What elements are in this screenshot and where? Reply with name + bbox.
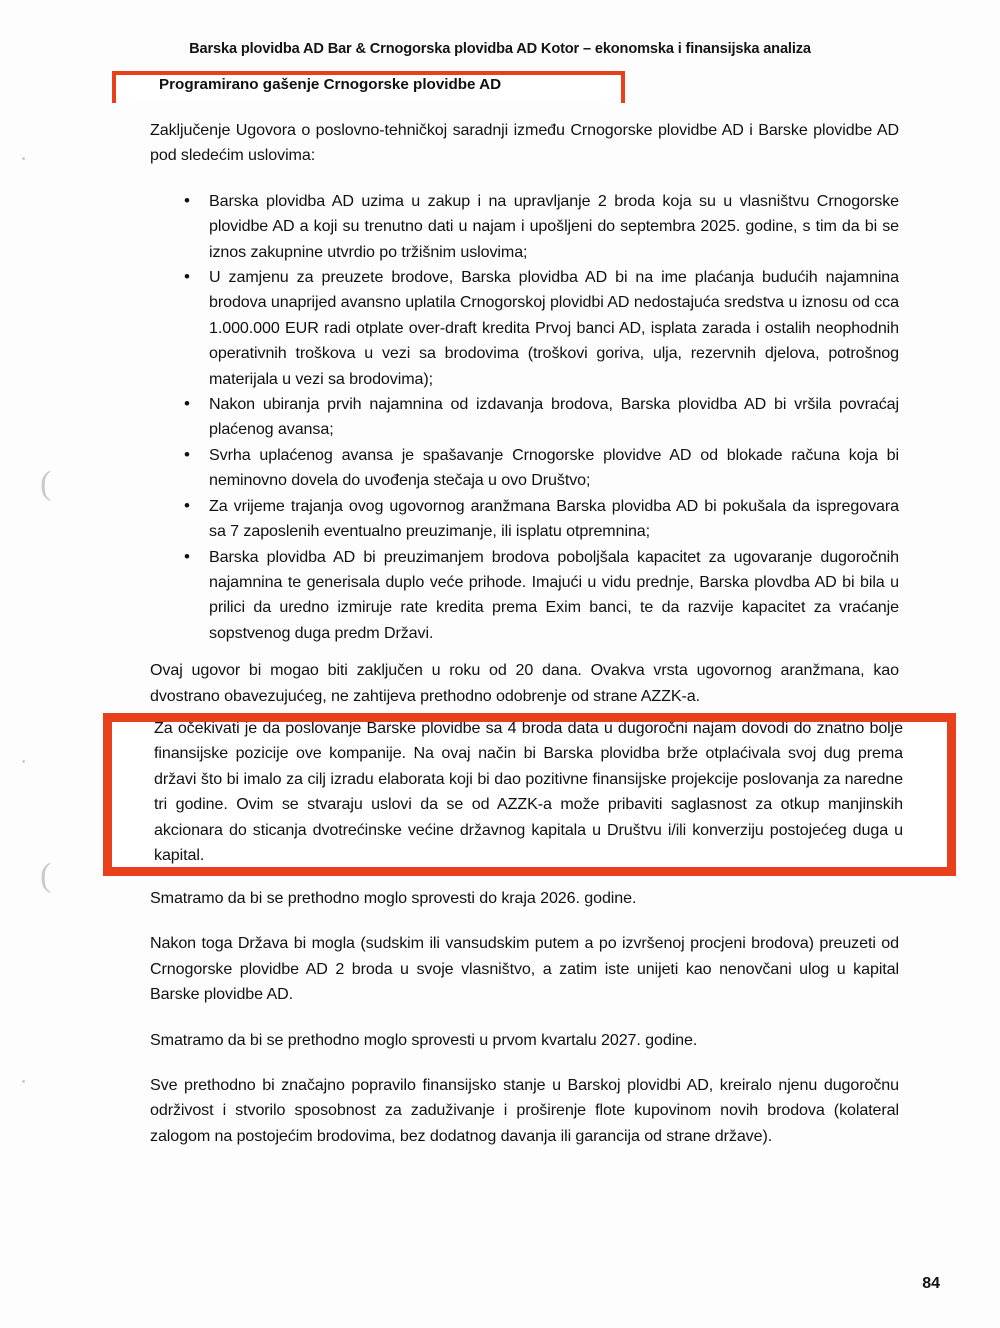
list-item: • Za vrijeme trajanja ovog ugovornog aranžmana Barska plovidba AD bi pokušala da ispregovara sa 7 zaposlenih eventualno preuzimanje, ili isplatu otpremnina;: [150, 494, 899, 545]
list-item: • Barska plovidba AD bi preuzimanjem brodova poboljšala kapacitet za ugovaranje dugoročnih najamnina te generisala duplo veće prihode. Imajući u vidu prednje, Barska plovdba AD bi bila u prilici da uredno izmiruje rate kredita prema Exim banci, te da razvije kapacitet za vraćanje sopstvenog duga predm Državi.: [150, 545, 899, 647]
section-title-banner: [112, 71, 625, 103]
tail-paragraph-3: Smatramo da bi se prethodno moglo sprovesti u prvom kvartalu 2027. godine.: [150, 1030, 698, 1049]
running-header: Barska plovidba AD Bar & Crnogorska plovidba AD Kotor – ekonomska i finansijska analiza: [189, 41, 811, 57]
list-item: • Nakon ubiranja prvih najamnina od izdavanja brodova, Barska plovidba AD bi vršila povraćaj plaćenog avansa;: [150, 392, 899, 443]
document-body: [150, 118, 899, 709]
highlighted-paragraph: Za očekivati je da poslovanje Barske plovidbe sa 4 broda data u dugoročni najam dovodi do znatno bolje finansijske pozicije ove kompanije. Na ovaj način bi Barska plovidba brže otplaćivala svoj dug prema državi što bi imalo za cilj izradu elaborata koji bi dao pozitivne finansijske projekcije poslovanja za naredne tri godine. Ovim se stvaraju uslovi da se od AZZK-a može pribaviti saglasnost za otkup manjinskih akcionara do sticanja dvotrećinske većine državnog kapitala u Društvu i/ili konverziju postojećeg duga u kapital.: [154, 719, 903, 865]
intro-paragraph: Zaključenje Ugovora o poslovno-tehničkoj saradnji između Crnogorske plovidbe AD i Barske plovidbe AD pod sledećim uslovima:: [150, 121, 899, 165]
scan-artifact-dot-3: [22, 1080, 25, 1083]
tail-paragraph-2: Nakon toga Država bi mogla (sudskim ili vansudskim putem a po izvršenoj procjeni brodova) preuzeti od Crnogorske plovidbe AD 2 broda u svoje vlasništvo, a zatim iste unijeti kao nenovčani ulog u kapital Barske plovidbe AD.: [150, 934, 899, 1004]
page-number: 84: [922, 1275, 940, 1292]
paragraph-after-bullets: Ovaj ugovor bi mogao biti zaključen u roku od 20 dana. Ovakva vrsta ugovornog aranžmana, kao dvostrano obavezujućeg, ne zahtijeva prethodno odobrenje od strane AZZK-a.: [150, 661, 899, 705]
highlight-red-box: [103, 713, 956, 876]
section-title-banner-inner: [116, 75, 621, 103]
conditions-list: [150, 189, 899, 646]
section-title: Programirano gašenje Crnogorske plovidbe AD: [159, 76, 502, 93]
tail-paragraph-1: Smatramo da bi se prethodno moglo sprovesti do kraja 2026. godine.: [150, 889, 637, 907]
list-item: • U zamjenu za preuzete brodove, Barska plovidba AD bi na ime plaćanja budućih najamnina brodova unaprijed avansno uplatila Crnogorskoj plovidbi AD nedostajuća sredstva u iznosu od cca 1.000.000 EUR radi otplate over-draft kredita Prvoj banci AD, isplata zarada i ostalih neophodnih operativnih troškova u vezi sa brodovima (troškovi goriva, ulja, rezervnih djelova, potrošnog materijala u vezi sa brodovima);: [150, 265, 899, 392]
scan-artifact-dot: [22, 157, 25, 160]
scan-artifact-curve-bottom: (: [40, 857, 52, 894]
list-item: • Svrha uplaćenog avansa je spašavanje Crnogorske plovidve AD od blokade računa koja bi neminovno dovela do uvođenja stečaja u ovo Društvo;: [150, 443, 899, 494]
list-item: • Barska plovidba AD uzima u zakup i na upravljanje 2 broda koja su u vlasništvu Crnogorske plovidbe AD a koji su trenutno dati u najam i upošljeni do septembra 2025. godine, s tim da bi se iznos zakupnine utvrdio po tržišnim uslovima;: [150, 189, 899, 265]
scan-artifact-curve-top: (: [40, 465, 52, 502]
document-body-tail: [150, 886, 899, 1149]
tail-paragraph-4: Sve prethodno bi značajno popravilo finansijsko stanje u Barskoj plovidbi AD, kreiralo njenu dugoročnu održivost i stvorilo sposobnost za zaduživanje i proširenje flote kupovinom novih brodova (kolateral zalogom na postojećim brodovima, bez dodatnog davanja ili garancija od strane države).: [150, 1076, 899, 1145]
scan-artifact-dot-2: [22, 760, 25, 763]
